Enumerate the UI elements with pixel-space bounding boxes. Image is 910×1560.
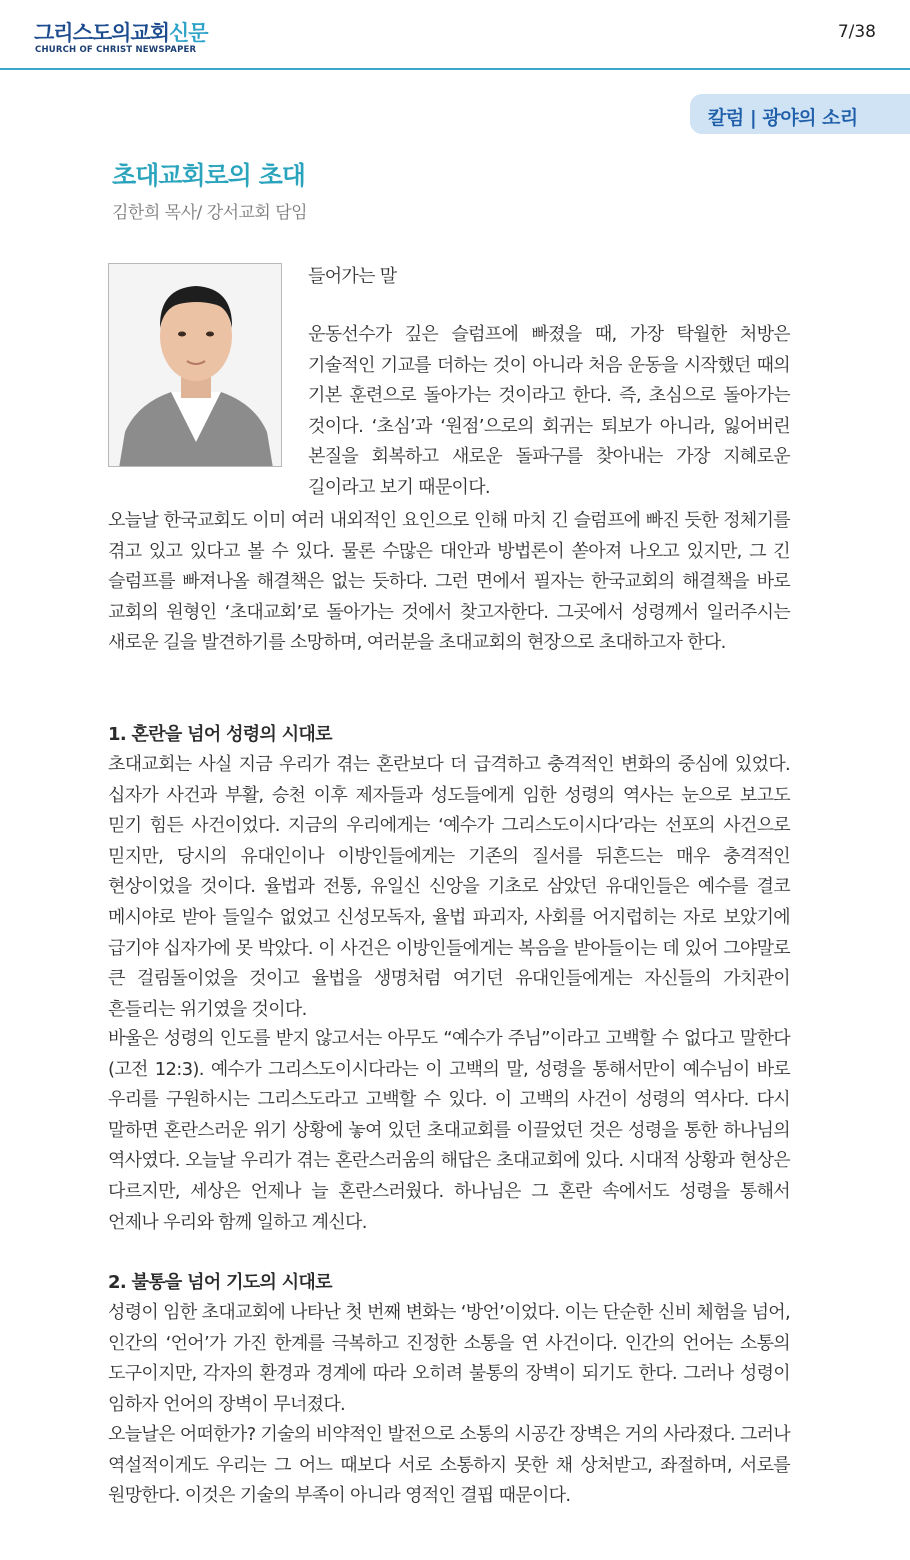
column-category-tab <box>690 94 910 134</box>
column-category-label: 칼럼 | 광야의 소리 <box>708 107 858 129</box>
article-byline: 김한희 목사/ 강서교회 담임 <box>112 203 308 223</box>
paragraph-4: 바울은 성령의 인도를 받지 않고서는 아무도 “예수가 주님”이라고 고백할 수 없다고 말한다(고전 12:3). 예수가 그리스도이시다라는 이 고백의 말, 성령을 통해서만이 예수님이 바로 우리를 구원하시는 그리스도라고 고백할 수 있다. 이 고백의 사건이 성령의 역사다. 다시 말하면 혼란스러운 위기 상황에 놓여 있던 초대교회를 이끌었던 것은 성령을 통한 하나님의 역사였다. 오늘날 우리가 겪는 혼란스러움의 해답은 초대교회에 있다. 시대적 상황과 현상은 다르지만, 세상은 언제나 늘 혼란스러웠다. 하나님은 그 혼란 속에서도 성령을 통해서 언제나 우리와 함께 일하고 계신다. <box>108 1028 790 1233</box>
logo-english: CHURCH OF CHRIST NEWSPAPER <box>35 45 197 55</box>
author-portrait-icon <box>109 264 282 467</box>
paragraph-5: 성령이 임한 초대교회에 나타난 첫 번째 변화는 ‘방언’이었다. 이는 단순한 신비 체험을 넘어, 인간의 ‘언어’가 가진 한계를 극복하고 진정한 소통을 연 사건이다. 인간의 언어는 소통의 도구이지만, 각자의 환경과 경계에 따라 오히려 불통의 장벽이 되기도 한다. 그러나 성령이 임하자 언어의 장벽이 무너졌다. <box>108 1302 790 1415</box>
intro-heading: 들어가는 말 <box>308 266 397 287</box>
paragraph-1: 운동선수가 깊은 슬럼프에 빠졌을 때, 가장 탁월한 처방은 기술적인 기교를 더하는 것이 아니라 처음 운동을 시작했던 때의 기본 훈련으로 돌아가는 것이라고 한다. 즉, 초심으로 돌아가는 것이다. ‘초심’과 ‘원점’으로의 회귀는 퇴보가 아니라, 잃어버린 본질을 회복하고 새로운 돌파구를 찾아내는 가장 지혜로운 길이라고 보기 때문이다. <box>308 324 790 498</box>
paragraph-2: 오늘날 한국교회도 이미 여러 내외적인 요인으로 인해 마치 긴 슬럼프에 빠진 듯한 정체기를 겪고 있고 있다고 볼 수 있다. 물론 수많은 대안과 방법론이 쏟아져 나오고 있지만, 그 긴 슬럼프를 빠져나올 해결책은 없는 듯하다. 그런 면에서 필자는 한국교회의 해결책을 바로 교회의 원형인 ‘초대교회’로 돌아가는 것에서 찾고자한다. 그곳에서 성령께서 일러주시는 새로운 길을 발견하기를 소망하며, 여러분을 초대교회의 현장으로 초대하고자 한다. <box>108 510 790 654</box>
newspaper-logo <box>34 21 208 45</box>
author-photo <box>108 263 282 467</box>
paragraph-6: 오늘날은 어떠한가? 기술의 비약적인 발전으로 소통의 시공간 장벽은 거의 사라졌다. 그러나 역설적이게도 우리는 그 어느 때보다 서로 소통하지 못한 채 상처받고, 좌절하며, 서로를 원망한다. 이것은 기술의 부족이 아니라 영적인 결핍 때문이다. <box>108 1424 790 1507</box>
logo-part2: 신문 <box>169 21 208 45</box>
paragraph-3: 초대교회는 사실 지금 우리가 겪는 혼란보다 더 급격하고 충격적인 변화의 중심에 있었다. 십자가 사건과 부활, 승천 이후 제자들과 성도들에게 임한 성령의 역사는 눈으로 보고도 믿기 힘든 사건이었다. 지금의 우리에게는 ‘예수가 그리스도이시다’라는 선포의 사건으로 믿지만, 당시의 유대인이나 이방인들에게는 기존의 질서를 뒤흔드는 매우 충격적인 현상이었을 것이다. 율법과 전통, 유일신 신앙을 기초로 삼았던 유대인들은 예수를 결코 메시야로 받아 들일수 없었고 신성모독자, 율법 파괴자, 사회를 어지럽히는 자로 보았기에 급기야 십자가에 못 박았다. 이 사건은 이방인들에게는 복음을 받아들이는 데 있어 그야말로 큰 걸림돌이었을 것이고 율법을 생명처럼 여기던 유대인들에게는 자신들의 가치관이 흔들리는 위기였을 것이다. <box>108 754 790 1020</box>
article-title: 초대교회로의 초대 <box>112 161 305 190</box>
section-heading-2: 2. 불통을 넘어 기도의 시대로 <box>108 1272 332 1293</box>
section-heading-1: 1. 혼란을 넘어 성령의 시대로 <box>108 724 332 745</box>
logo-part1: 그리스도의교회 <box>34 21 170 45</box>
page-number: 7/38 <box>837 22 876 42</box>
page-header <box>0 0 910 70</box>
